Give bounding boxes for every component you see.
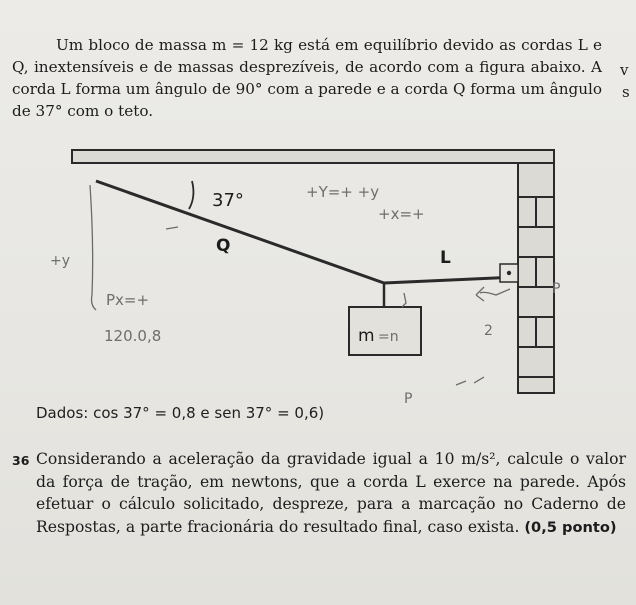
given-data: Dados: cos 37° = 0,8 e sen 37° = 0,6) <box>36 404 325 422</box>
ceiling <box>72 150 554 163</box>
cut-off-text: s <box>622 83 630 101</box>
figure-svg <box>44 145 574 435</box>
rope-l-label: L <box>440 248 451 268</box>
question-number: 36 <box>12 453 30 468</box>
rope-q-label: Q <box>216 236 231 256</box>
handwritten-note: +y <box>50 253 71 269</box>
question-points: (0,5 ponto) <box>524 518 617 536</box>
handwritten-note: 2 <box>484 323 493 339</box>
cut-off-text: v <box>620 61 629 79</box>
angle-label: 37° <box>212 190 244 211</box>
handwritten-note: =n <box>378 329 399 345</box>
handwritten-strokes <box>90 185 510 385</box>
angle-arc <box>189 181 193 209</box>
block-label: m <box>358 326 375 346</box>
problem-statement-text: Um bloco de massa m = 12 kg está em equilíbrio devido as cordas L e Q, inextensíveis e de massas desprezíveis, de acordo com a figura abaixo. A corda L forma um ângulo de 90° com a parede e a corda Q forma um ângulo de 37° com o teto. <box>12 36 602 120</box>
rope-l <box>384 277 518 283</box>
problem-statement <box>12 34 602 122</box>
handwritten-note: 120.0,8 <box>104 327 162 345</box>
handwritten-note: +x=+ <box>378 205 425 223</box>
handwritten-note: P <box>552 281 561 297</box>
handwritten-note: Px=+ <box>106 291 150 309</box>
question-text: Considerando a aceleração da gravidade igual a 10 m/s², calcule o valor da força de tração, em newtons, que a corda L exerce na parede. Após efetuar o cálculo solicitado, despreze, para a marcação no Caderno de Respostas, a parte fracionária do resultado final, caso exista. <box>36 450 626 536</box>
handwritten-note: +Y=+ +y <box>306 183 380 201</box>
question-36 <box>12 448 626 539</box>
right-angle-dot <box>507 271 511 275</box>
physics-figure <box>44 145 574 435</box>
question-body <box>36 448 626 539</box>
handwritten-note: P <box>404 391 413 407</box>
